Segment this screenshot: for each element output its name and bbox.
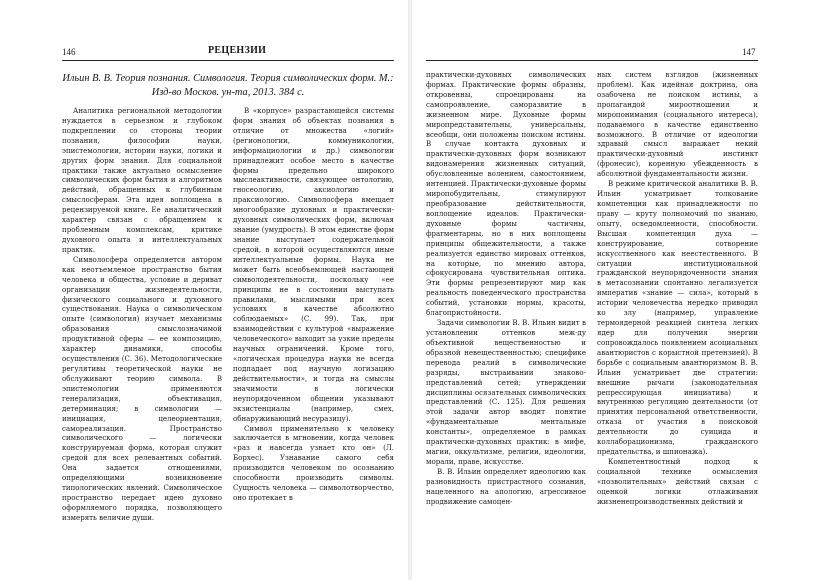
paragraph: Символ применительно к человеку заключается в мгновении, когда человек «раз и навсегда узнает кто он» (Л. Борхес). Узнавание самого себя производится человеком по осознанию способности производить символы. Сущность человека — символотворчество, оно протекает в (233, 423, 394, 502)
page-number: 146 (62, 47, 76, 57)
paragraph: Компетентностный подход к социальной технике осмысления «позволительных» действий связан с оценкой логики отлаживания жизненепроизводственных действий и (597, 456, 758, 506)
book-citation: Ильин В. В. Теория познания. Симвология. Теория символических форм. М.: Изд-во Москов. ун-та, 2013. 384 с. (62, 73, 394, 98)
header-rule (62, 60, 394, 61)
paragraph: В «корпусе» разрастающейся системы форм знания об объектах познания в отличие от множества «логий» (регионологии, коммуникологии, информациологии и др.) символогии принадлежит особое место в качестве формы предельно широкого мыслеактивности, связующее онтологию, гносеологию, аксиологию и праксиологию. Символосфера вмещает многообразие духовных и практически-духовных символических форм, включая знание (умудрость). В этом единстве форм знание выступает содержательной средой, в которой осуществляются иные интеллектуальные формы. Наука не может быть всеобъемлющей настающей символодеятельности, поскольку «ее принципы не в состоянии выступать правилами, мыслимыми при всех условиях в качестве абсолютно соблюдаемых» (С. 99). Так, при взаимодействии с культурой «выражение человеческого» выходит за узкие пределы научных ограничений. Кроме того, «логическая процедура науки не всегда подпадает под научную логизацию действительности», и тогда на смыслы значимости в логически неупорядоченном общении указывают экзистенциалы (например, смех, обнаруживающий несуразицу). (233, 106, 394, 423)
right-page (410, 0, 820, 580)
page-number: 147 (742, 47, 756, 57)
right-column-1 (426, 70, 586, 507)
paragraph: В. В. Ильин определяет идеологию как разновидность пристрастного сознания, нацеленного на апологию, агрессивное продвижение самоцен- (426, 466, 586, 506)
left-column-2 (233, 106, 394, 503)
paragraph: Задачи символогии В. В. Ильин видит в установлении оттенков меж-ду объективной вещественностью и образной невещественностью; специфике перевода реалий в символические разряды, выстраивании знаково-представлений сетей; утверждении дисциплины осязательных символических представлений (С. 125). Для решения этой задачи автор вводит понятие «фундаментальные ментальные константы», определяемое в рамках практически-духовных практик: в мифе, магии, оккультизме, религии, идеологии, морали, праве, искусстве. (426, 318, 586, 466)
paragraph: В режиме критической аналитики В. В. Ильин усматривает толкование компетенции как принадлежности по праву — круту полномочий по знанию, опыту, осведомленности, способности. Высшая компетенция духа — конструирование, сотворение искусственного как неестественного. В ситуации институциональной гражданской неупорядоченности знания в метасознании спонтанно легализуется императив «знание — сила», который в истории человечества нередко приводил ко злу (например, управление термоядерной реакцией синтеза легких ядер для получения энергии сопровождалось появлением асоциальных авантюристов с корыстной претензией). В борьбе с социальным авантюризмом В. В. Ильин усматривает две стратегии: внешние рычаги (законодательная репрессирующая инициатива) и внутреннюю регуляцию деятельности (от принятия персональной ответственности, отказа от участия в поисковой деятельности до суицида и коллаборационизма, гражданского предательства, и шпионажа). (597, 179, 758, 457)
paragraph: Аналитика региональной методологии нуждается в серьезном и глубоком подкреплении со стороны теории познания, философии науки, эпистемологии, истории науки, логики и других форм знания. Для социальной практики также актуально осмысление символических форм бытия и алгоритмов действий, обращенных к глубинным смыслосферам. Эта идея воплощена в рецензируемой книге. Ее аналитический характер связан с обращением к проблемным комплексам, критике духовного опыта и интеллектуальных практик. (62, 106, 222, 254)
paragraph: ных систем взглядов (жизненных проблем). Как идейная доктрина, она озабочена не поиском истины, а пропагандой мироотношения и миропонимания (социального интереса), подаваемого в качестве единственно возможного. В отличие от идеологии здравый смысл выражает некий практически-духовный инстинкт (фронесис), коренную убежденность в абсолютной фундаментальности жизни. (597, 70, 758, 179)
right-column-2 (597, 70, 758, 507)
left-column-1 (62, 106, 222, 523)
running-head: РЕЦЕНЗИИ (208, 45, 267, 56)
header-rule (426, 60, 758, 61)
paragraph: практически-духовных символических формах. Практические формы образны, откровенны, спроецированы на самопроявление, саморазвитие в жизненном мире. Духовные формы миропредставительны, универсальны, всеобщи, они положены поиском истины. В случае контакта духовных и практически-духовных форм возникают видонамерения жизненных ситуаций, обусловленные волением, самостоянием, интенцией. Практически-духовные формы миропобудительны, стимулируют преобразование действительности, воплощение идеалов. Практически-духовные формы частичны, фрагментарны, но в них воплощены принципы общежительности, а также реализуется единство мировых оттенков, на которые, по мнению автора, сфокусирована чувствительная оптика. Эти формы репрезентируют мир как реальность поведенческого пространства событий, установки нормы, красоты, благопристойности. (426, 70, 586, 318)
paragraph: Символосфера определяется автором как неотъемлемое пространство бытия человека и общества, условие и дериват организации жизнедеятельности, физического социального и духовного существования. Наука о символическом опыте (симвология) изучает механизмы образования смыслозначимой продуктивной сферы — ее композицию, характер динамики, способы осуществления (С. 36). Методологические регулятивы теоретической науки не обслуживают теорию символа. В эпистемологии применяются генерализация, объективация, детерминация; в символогии — инициация, целеориентация, самореализация. Пространство символического — логически конструируемая форма, которая служит средой для всех релевантных событий. Она задается отношениями, определяющими возникновение типологических явлений. Символическое пространство передает идею духовно оформляемого порядка, позволяющего измерять величие души. (62, 254, 222, 522)
